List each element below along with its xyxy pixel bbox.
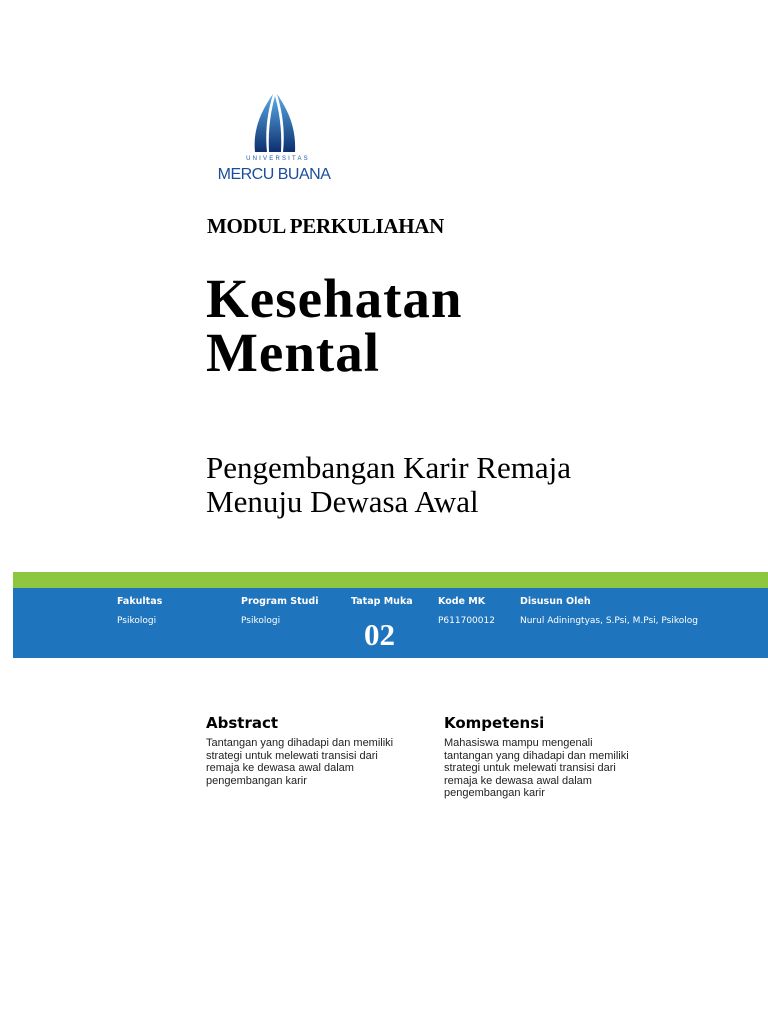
kompetensi-line: pengembangan karir	[444, 787, 545, 799]
abstract-line: pengembangan karir	[206, 774, 307, 787]
abstract-line: strategi untuk melewati transisi dari	[206, 749, 378, 762]
subtitle-line-2: Menuju Dewasa Awal	[206, 484, 479, 519]
course-title	[206, 268, 706, 383]
tatap-muka-label: Tatap Muka	[351, 596, 413, 607]
disusun-oleh-label: Disusun Oleh	[520, 596, 591, 607]
kompetensi-title: Kompetensi	[444, 714, 545, 732]
disusun-oleh-value: Nurul Adiningtyas, S.Psi, M.Psi, Psikolog	[520, 616, 698, 626]
fakultas-label: Fakultas	[117, 596, 163, 607]
tatap-muka-value: 02	[364, 617, 395, 652]
kompetensi-body	[444, 737, 674, 800]
university-logo	[205, 86, 343, 194]
kode-mk-label: Kode MK	[438, 596, 486, 607]
mercu-buana-emblem-icon	[249, 92, 299, 154]
abstract-title: Abstract	[206, 714, 279, 732]
modul-label: MODUL PERKULIAHAN	[207, 214, 444, 238]
program-studi-value: Psikologi	[241, 616, 281, 626]
subtitle-line-1: Pengembangan Karir Remaja	[206, 450, 571, 485]
course-title-line-2: Mental	[206, 322, 381, 383]
green-divider-bar	[13, 572, 768, 588]
logo-university-name: MERCU BUANA	[217, 166, 331, 183]
kompetensi-line: tantangan yang dihadapi dan memiliki	[444, 749, 629, 762]
fakultas-value: Psikologi	[117, 616, 157, 626]
abstract-line: remaja ke dewasa awal dalam	[206, 762, 354, 774]
program-studi-label: Program Studi	[241, 596, 319, 607]
kompetensi-line: strategi untuk melewati transisi dari	[444, 762, 616, 774]
module-subtitle	[206, 451, 706, 519]
course-title-line-1: Kesehatan	[206, 268, 463, 329]
abstract-body	[206, 737, 436, 787]
logo-universitas-text: UNIVERSITAS	[246, 156, 310, 162]
abstract-line: Tantangan yang dihadapi dan memiliki	[206, 737, 394, 749]
kompetensi-line: remaja ke dewasa awal dalam	[444, 774, 592, 787]
kompetensi-line: Mahasiswa mampu mengenali	[444, 737, 593, 749]
kode-mk-value: P611700012	[438, 616, 495, 626]
